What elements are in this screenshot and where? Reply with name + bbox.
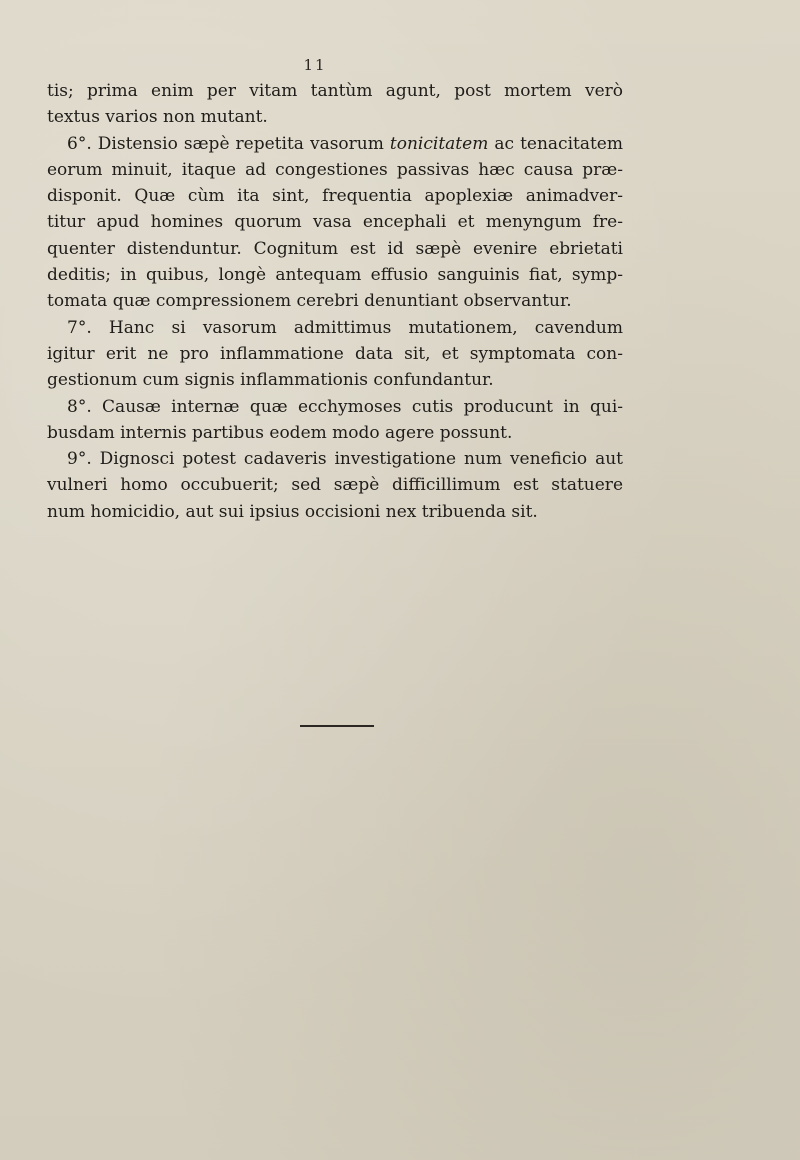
text-line: 8°. Causæ internæ quæ ecchymoses cutis producunt in qui-: [67, 396, 623, 417]
text-line: gestionum cum signis inflammationis confundantur.: [47, 370, 494, 391]
text-line: num homicidio, aut sui ipsius occisioni nex tribuenda sit.: [47, 501, 538, 522]
page-number: 11: [303, 56, 327, 74]
text-line: eorum minuit, itaque ad congestiones passivas hæc causa præ-: [47, 159, 623, 180]
text-line: 7°. Hanc si vasorum admittimus mutationem, cavendum: [67, 317, 623, 338]
text-line: disponit. Quæ cùm ita sint, frequentia apoplexiæ animadver-: [47, 186, 623, 207]
text-line: igitur erit ne pro inflammatione data sit, et symptomata con-: [47, 343, 623, 364]
text-segment: 6°. Distensio sæpè repetita vasorum: [67, 133, 390, 154]
text-segment: ac tenacitatem: [488, 133, 623, 154]
text-line: busdam internis partibus eodem modo agere possunt.: [47, 422, 513, 443]
text-line: vulneri homo occubuerit; sed sæpè difficillimum est statuere: [47, 475, 623, 496]
horizontal-rule: [300, 725, 374, 727]
text-line: titur apud homines quorum vasa encephali et menyngum fre-: [47, 212, 623, 233]
text-line: tis; prima enim per vitam tantùm agunt, post mortem verò: [47, 81, 623, 101]
body-text: [47, 78, 623, 525]
text-line-with-italic: [47, 131, 623, 157]
text-line: tomata quæ compressionem cerebri denuntiant observantur.: [47, 291, 572, 312]
text-line: deditis; in quibus, longè antequam effusio sanguinis fiat, symp-: [47, 265, 623, 286]
italic-term: tonicitatem: [389, 133, 489, 154]
text-line: 9°. Dignosci potest cadaveris investigatione num veneficio aut: [67, 449, 623, 470]
text-line: textus varios non mutant.: [47, 107, 268, 128]
text-line: quenter distenduntur. Cognitum est id sæpè evenire ebrietati: [47, 238, 623, 259]
